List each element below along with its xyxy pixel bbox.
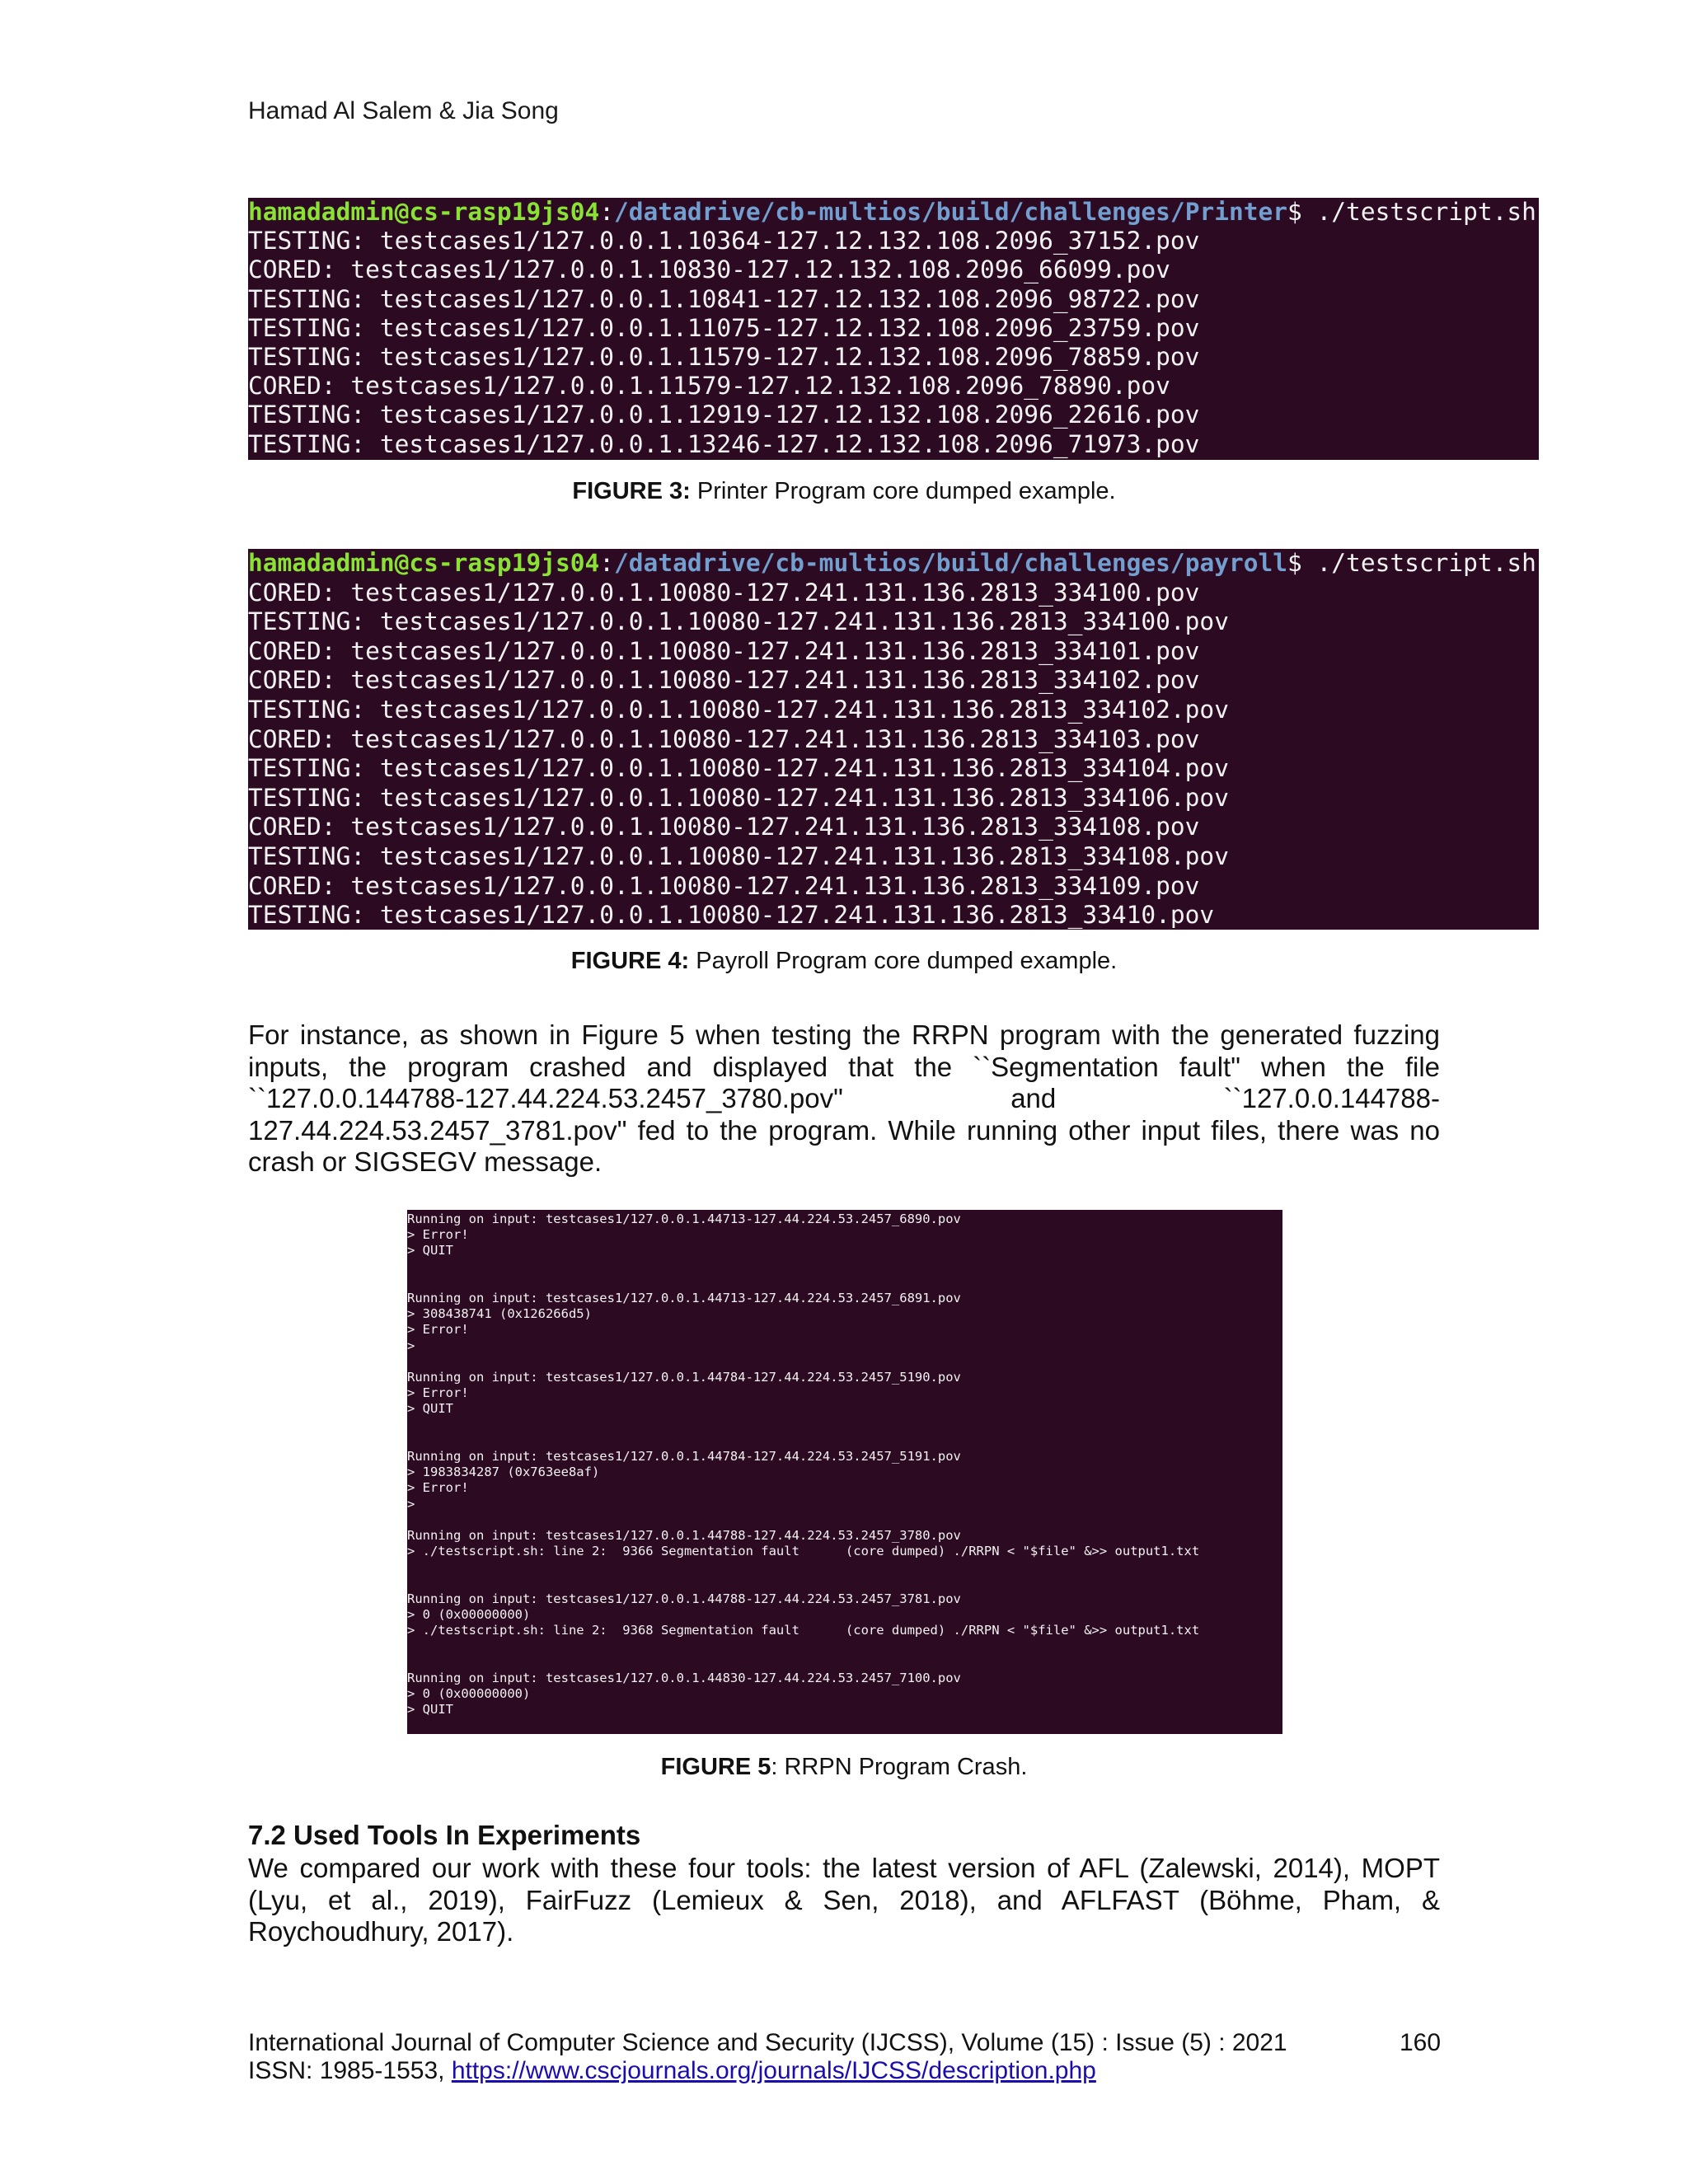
footer-issn: [248, 2057, 1096, 2085]
terminal-line: > 0 (0x00000000): [407, 1607, 531, 1623]
terminal-line: CORED: testcases1/127.0.0.1.11579-127.12.132.108.2096_78890.pov: [248, 372, 1170, 401]
footer-journal: International Journal of Computer Science and Security (IJCSS), Volume (15) : Issue (5) : 2021: [248, 2029, 1287, 2056]
terminal-prompt: [248, 549, 1539, 579]
figure-4-caption: [0, 948, 1688, 975]
terminal-line: TESTING: testcases1/127.0.0.1.10080-127.241.131.136.2813_334106.pov: [248, 783, 1229, 812]
terminal-line: CORED: testcases1/127.0.0.1.10080-127.241.131.136.2813_334100.pov: [248, 578, 1200, 607]
running-header: Hamad Al Salem & Jia Song: [248, 97, 559, 124]
paragraph-line: We compared our work with these four tools: the latest version of AFL (Zalewski, 2014), MOPT: [248, 1853, 1440, 1883]
caption-text: Printer Program core dumped example.: [690, 478, 1116, 504]
terminal-line: Running on input: testcases1/127.0.0.1.44788-127.44.224.53.2457_3780.pov: [407, 1528, 961, 1544]
terminal-line: Running on input: testcases1/127.0.0.1.44784-127.44.224.53.2457_5190.pov: [407, 1370, 961, 1385]
prompt-command: $ ./testscript.sh: [1287, 549, 1536, 577]
terminal-line: > 308438741 (0x126266d5): [407, 1306, 592, 1322]
terminal-line: Running on input: testcases1/127.0.0.1.44713-127.44.224.53.2457_6890.pov: [407, 1212, 961, 1226]
figure-4-terminal: [248, 549, 1539, 930]
terminal-line: TESTING: testcases1/127.0.0.1.10080-127.241.131.136.2813_334104.pov: [248, 754, 1229, 783]
terminal-line: > ./testscript.sh: line 2: 9368 Segmentation fault (core dumped) ./RRPN < "$file" &>> output1.txt: [407, 1623, 1200, 1638]
terminal-line: TESTING: testcases1/127.0.0.1.10364-127.12.132.108.2096_37152.pov: [248, 227, 1200, 255]
terminal-line: [407, 1638, 1282, 1654]
paragraph-line: crash or SIGSEGV message.: [248, 1146, 603, 1177]
prompt-path: /datadrive/cb-multios/build/challenges/Printer: [614, 198, 1288, 226]
terminal-line: Running on input: testcases1/127.0.0.1.44830-127.44.224.53.2457_7100.pov: [407, 1670, 961, 1685]
terminal-line: [407, 1354, 1282, 1370]
terminal-line: > Error!: [407, 1227, 469, 1243]
prompt-path: /datadrive/cb-multios/build/challenges/payroll: [614, 549, 1288, 577]
figure-3-caption: [0, 478, 1688, 505]
terminal-line: >: [407, 1338, 415, 1353]
terminal-line: [407, 1433, 1282, 1449]
terminal-line: [407, 1418, 1282, 1433]
journal-link[interactable]: https://www.cscjournals.org/journals/IJCSS/description.php: [451, 2057, 1096, 2084]
prompt-separator: :: [599, 549, 615, 577]
caption-label: FIGURE 5: [660, 1754, 771, 1780]
terminal-line: > Error!: [407, 1322, 469, 1338]
paragraph-line: 127.44.224.53.2457_3781.pov" fed to the program. While running other input files, there was no: [248, 1114, 1440, 1146]
terminal-line: >: [407, 1496, 415, 1511]
terminal-line: TESTING: testcases1/127.0.0.1.11579-127.12.132.108.2096_78859.pov: [248, 343, 1200, 372]
terminal-line: > 0 (0x00000000): [407, 1686, 531, 1702]
terminal-line: > Error!: [407, 1480, 469, 1496]
terminal-line: TESTING: testcases1/127.0.0.1.10080-127.241.131.136.2813_334108.pov: [248, 841, 1229, 870]
caption-label: FIGURE 3:: [572, 478, 691, 504]
terminal-line: CORED: testcases1/127.0.0.1.10830-127.12.132.108.2096_66099.pov: [248, 255, 1170, 284]
terminal-prompt: [248, 198, 1539, 227]
prompt-user: hamadadmin@cs-rasp19js04: [248, 549, 600, 577]
paragraph-line: ``127.0.0.144788-127.44.224.53.2457_3780.pov" and ``127.0.0.144788-: [248, 1083, 1440, 1113]
terminal-line: [407, 1512, 1282, 1528]
terminal-line: CORED: testcases1/127.0.0.1.10080-127.241.131.136.2813_334101.pov: [248, 636, 1200, 665]
terminal-line: Running on input: testcases1/127.0.0.1.44713-127.44.224.53.2457_6891.pov: [407, 1291, 961, 1306]
caption-text: Payroll Program core dumped example.: [689, 948, 1118, 974]
terminal-line: > QUIT: [407, 1401, 453, 1417]
figure-5-terminal: [407, 1210, 1282, 1734]
figure-3-terminal: [248, 198, 1539, 460]
body-paragraph: [248, 1019, 1440, 1179]
terminal-line: > 1983834287 (0x763ee8af): [407, 1465, 600, 1480]
terminal-line: TESTING: testcases1/127.0.0.1.10080-127.241.131.136.2813_334102.pov: [248, 695, 1229, 724]
terminal-line: TESTING: testcases1/127.0.0.1.11075-127.12.132.108.2096_23759.pov: [248, 313, 1200, 342]
prompt-user: hamadadmin@cs-rasp19js04: [248, 198, 600, 226]
terminal-line: CORED: testcases1/127.0.0.1.10080-127.241.131.136.2813_334103.pov: [248, 724, 1200, 753]
terminal-line: Running on input: testcases1/127.0.0.1.44788-127.44.224.53.2457_3781.pov: [407, 1591, 961, 1606]
caption-text: : RRPN Program Crash.: [771, 1754, 1028, 1780]
issn-text: ISSN: 1985-1553,: [248, 2057, 452, 2084]
terminal-line: TESTING: testcases1/127.0.0.1.10080-127.241.131.136.2813_334100.pov: [248, 607, 1229, 636]
prompt-command: $ ./testscript.sh: [1287, 198, 1536, 226]
paragraph-line: (Lyu, et al., 2019), FairFuzz (Lemieux & Sen, 2018), and AFLFAST (Böhme, Pham, &: [248, 1884, 1440, 1915]
prompt-separator: :: [599, 198, 615, 226]
terminal-line: [407, 1275, 1282, 1291]
terminal-line: > ./testscript.sh: line 2: 9366 Segmentation fault (core dumped) ./RRPN < "$file" &>> output1.txt: [407, 1544, 1200, 1559]
terminal-line: > QUIT: [407, 1243, 453, 1258]
terminal-line: [407, 1655, 1282, 1671]
terminal-line: TESTING: testcases1/127.0.0.1.12919-127.12.132.108.2096_22616.pov: [248, 401, 1200, 429]
terminal-line: CORED: testcases1/127.0.0.1.10080-127.241.131.136.2813_334102.pov: [248, 666, 1200, 695]
terminal-line: CORED: testcases1/127.0.0.1.10080-127.241.131.136.2813_334108.pov: [248, 813, 1200, 841]
figure-5-caption: [0, 1754, 1688, 1781]
terminal-line: > Error!: [407, 1385, 469, 1401]
paragraph-line: For instance, as shown in Figure 5 when testing the RRPN program with the generated fuzzing: [248, 1019, 1440, 1050]
body-paragraph: [248, 1853, 1440, 1948]
terminal-line: TESTING: testcases1/127.0.0.1.10841-127.12.132.108.2096_98722.pov: [248, 284, 1200, 313]
terminal-line: Running on input: testcases1/127.0.0.1.44784-127.44.224.53.2457_5191.pov: [407, 1449, 961, 1465]
terminal-line: [407, 1559, 1282, 1575]
caption-label: FIGURE 4:: [570, 948, 690, 974]
terminal-line: [407, 1576, 1282, 1591]
page-number: 160: [1400, 2029, 1442, 2056]
section-heading: 7.2 Used Tools In Experiments: [248, 1820, 641, 1850]
terminal-line: [407, 1259, 1282, 1275]
terminal-line: TESTING: testcases1/127.0.0.1.10080-127.241.131.136.2813_33410.pov: [248, 901, 1215, 930]
terminal-line: TESTING: testcases1/127.0.0.1.13246-127.12.132.108.2096_71973.pov: [248, 429, 1200, 458]
paragraph-line: Roychoudhury, 2017).: [248, 1916, 514, 1947]
terminal-line: > QUIT: [407, 1702, 453, 1718]
terminal-line: CORED: testcases1/127.0.0.1.10080-127.241.131.136.2813_334109.pov: [248, 871, 1200, 900]
paragraph-line: inputs, the program crashed and displayed that the ``Segmentation fault" when the file: [248, 1051, 1440, 1082]
